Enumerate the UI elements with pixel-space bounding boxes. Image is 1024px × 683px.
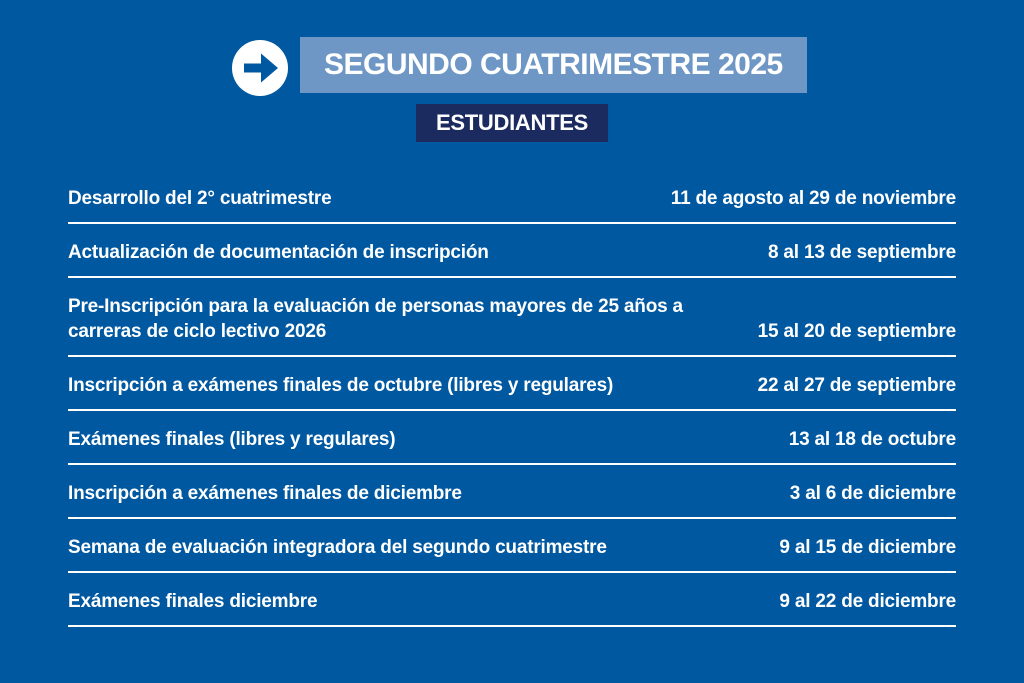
schedule-list (68, 186, 956, 643)
schedule-row (68, 294, 956, 357)
event-date: 22 al 27 de septiembre (757, 375, 956, 396)
event-label: Inscripción a exámenes finales de octubre (libres y regulares) (68, 375, 614, 396)
event-date: 15 al 20 de septiembre (757, 321, 956, 342)
event-date: 8 al 13 de septiembre (767, 242, 956, 263)
event-label: Inscripción a exámenes finales de diciembre (68, 483, 462, 504)
schedule-row (68, 481, 956, 519)
schedule-row (68, 589, 956, 627)
event-label: Exámenes finales diciembre (68, 591, 318, 612)
event-date: 11 de agosto al 29 de noviembre (670, 188, 956, 209)
schedule-row (68, 427, 956, 465)
event-label: Actualización de documentación de inscripción (68, 242, 489, 263)
event-label: Desarrollo del 2° cuatrimestre (68, 188, 332, 209)
schedule-row (68, 373, 956, 411)
schedule-row (68, 535, 956, 573)
subtitle-banner (416, 104, 608, 142)
page-title: SEGUNDO CUATRIMESTRE 2025 (324, 48, 783, 81)
event-date: 13 al 18 de octubre (788, 429, 956, 450)
schedule-row (68, 186, 956, 224)
event-label: Pre-Inscripción para la evaluación de personas mayores de 25 años a carreras de ciclo lectivo 2026 (68, 296, 683, 342)
event-date: 9 al 22 de diciembre (779, 591, 956, 612)
arrow-right-circle-icon (232, 40, 288, 96)
audience-label: ESTUDIANTES (436, 110, 588, 135)
event-date: 3 al 6 de diciembre (789, 483, 956, 504)
schedule-row (68, 240, 956, 278)
event-label: Semana de evaluación integradora del segundo cuatrimestre (68, 537, 607, 558)
title-banner (300, 37, 807, 93)
event-label: Exámenes finales (libres y regulares) (68, 429, 396, 450)
event-date: 9 al 15 de diciembre (779, 537, 956, 558)
